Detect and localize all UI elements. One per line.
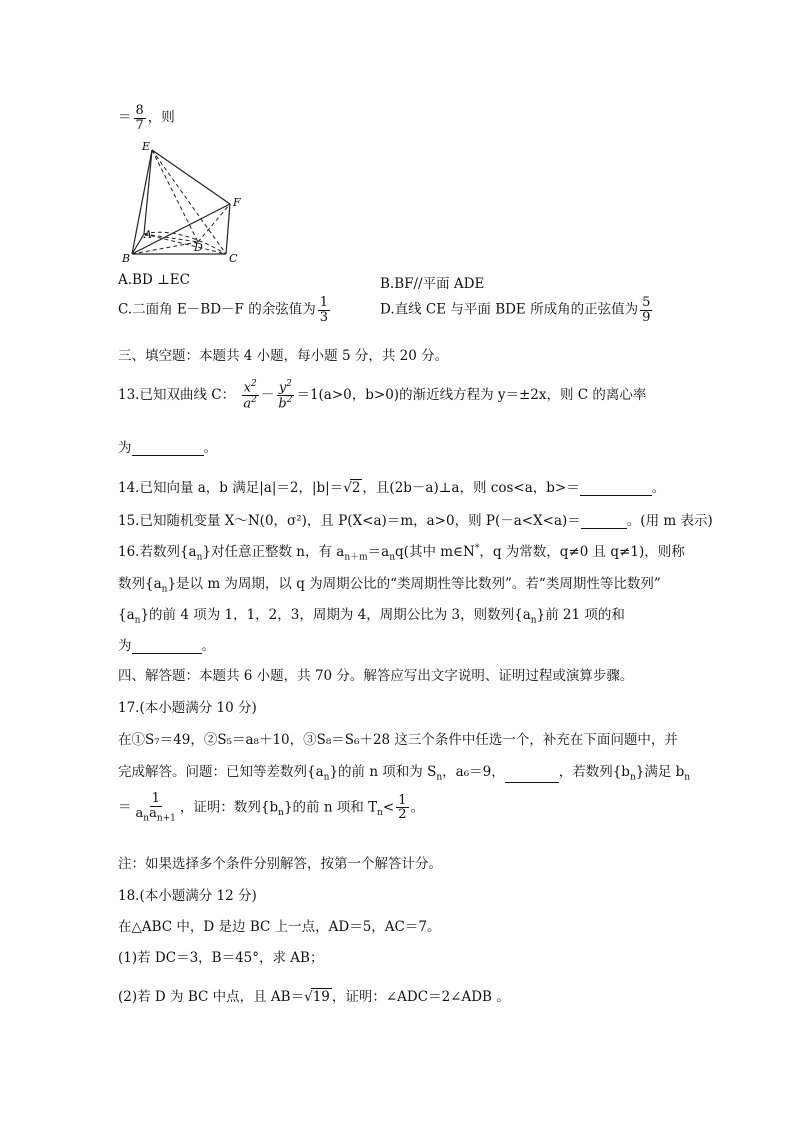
option-C-text: C.二面角 E－BD－F 的余弦值为	[118, 301, 316, 318]
sub-n: n	[161, 584, 168, 595]
question-16-line1	[118, 540, 685, 563]
sub-n: n	[389, 552, 396, 563]
option-D-fraction	[640, 296, 652, 324]
option-C-fraction	[318, 296, 330, 324]
exp: 2	[286, 379, 292, 389]
q16-l1d: q(其中 m∈N	[395, 544, 475, 560]
var-b: b	[278, 396, 287, 412]
option-B: B.BF//平面 ADE	[380, 276, 485, 292]
var-y: y	[278, 380, 287, 396]
answer-blank-13[interactable]	[132, 441, 204, 456]
frac-num: 1	[151, 791, 160, 806]
q13-y-frac	[276, 380, 294, 411]
edge-AD	[144, 234, 198, 242]
edge-BD	[132, 242, 198, 254]
q13-line2: 为	[118, 440, 132, 456]
q17-l3e: 。	[410, 799, 424, 816]
question-18-part2	[118, 985, 510, 1005]
question-18-heading: 18.(本小题满分 12 分)	[118, 888, 257, 904]
sub-n: n	[530, 615, 537, 626]
exp: 2	[286, 394, 293, 405]
option-A: A.BD ⊥EC	[118, 272, 190, 288]
question-18-line1: 在△ABC 中，D 是边 BC 上一点，AD＝5，AC＝7。	[118, 919, 441, 935]
sub-n: n	[629, 772, 636, 783]
q17-l3a: ＝	[118, 799, 132, 816]
exp: 2	[251, 394, 257, 405]
q17-l2a: 完成解答。问题：已知等差数列{a	[118, 764, 324, 780]
edge-ED	[152, 150, 198, 242]
question-17-line1: 在①S₇＝49，②S₅＝a₈＋10，③S₈＝S₆＋28 这三个条件中任选一个，补充在下面问题中，并	[118, 732, 678, 748]
option-C	[118, 296, 332, 324]
frac-den: 7	[135, 117, 144, 133]
label-A: A	[144, 228, 152, 241]
question-17-line3	[118, 792, 424, 824]
question-16-line4	[118, 634, 215, 654]
equals-sign: ＝	[118, 109, 132, 126]
q16-l4end: 。	[201, 638, 215, 654]
edge-EA	[144, 150, 152, 234]
q18-l3a: (2)若 D 为 BC 中点，且 AB＝	[118, 989, 305, 1005]
label-B: B	[122, 252, 131, 265]
sub-n: n	[684, 772, 691, 783]
sqrt-sign: √	[343, 480, 352, 496]
question-17-note: 注：如果选择多个条件分别解答，按第一个解答计分。	[118, 856, 442, 872]
section-4-heading: 四、解答题：本题共 6 小题，共 70 分。解答应写出文字说明、证明过程或演算步骤。	[118, 668, 634, 684]
sub-n: n	[278, 808, 284, 819]
q15-end: 。(用 m 表示)	[626, 513, 713, 529]
sub-n: n	[323, 772, 330, 783]
q14-root: 2	[351, 480, 361, 496]
question-17-line2	[118, 760, 690, 783]
q17-l2e: }满足 b	[635, 764, 685, 780]
sub-n: n	[436, 772, 443, 783]
frac-den: 3	[319, 309, 328, 325]
q17-l3c: }的前 n 项和 T	[283, 799, 378, 816]
question-13: 13.已知双曲线 C： $\frac{x^2}{a^2}$ － $\frac{y^2}{b^2}$ ＝1(a>0，b>0)的渐近线方程为 y＝±2x，则 C 的离心率	[118, 379, 647, 412]
q13-prefix: 13.已知双曲线 C：	[118, 386, 236, 403]
option-D	[380, 296, 654, 324]
q17-l3b: ，证明：数列{b	[179, 799, 279, 816]
bn-fraction	[134, 792, 178, 824]
frac-den: 2	[398, 807, 407, 823]
var-a: a	[135, 805, 144, 821]
q16-l3a: {a	[118, 607, 135, 623]
question-16-line3	[118, 603, 625, 626]
q16-l3c: }前 21 项的和	[536, 607, 625, 623]
frac-num: 8	[135, 103, 144, 118]
q17-l2c: ，a₆＝9，	[442, 764, 505, 780]
geometry-figure	[118, 138, 253, 268]
label-F: F	[233, 196, 241, 209]
q14-end: 。	[651, 480, 666, 496]
sub-n: n	[134, 615, 141, 626]
q17-l2d: ，若数列{b	[558, 764, 630, 780]
fraction-8-7	[134, 104, 146, 132]
question-17-heading: 17.(本小题满分 10 分)	[118, 700, 257, 716]
intro-tail: ，则	[147, 109, 175, 126]
q18-l3b: ，证明：∠ADC＝2∠ADB 。	[331, 989, 510, 1005]
q16-l2b: }是以 m 为周期，以 q 为周期公比的“类周期性等比数列”。若“类周期性等比数列”	[167, 576, 661, 592]
q16-l2a: 数列{a	[118, 576, 162, 592]
q16-l3b: }的前 4 项为 1，1，2，3，周期为 4，周期公比为 3，则数列{a	[140, 607, 531, 623]
q16-l1c: ＝a	[367, 544, 390, 560]
var-x: x	[243, 380, 251, 396]
sub-nm: n＋m	[344, 552, 368, 563]
question-14	[118, 476, 665, 496]
question-16-line2	[118, 572, 661, 595]
label-D: D	[194, 241, 203, 254]
sqrt-sign: √	[304, 989, 313, 1005]
q17-l3d: <	[382, 799, 395, 816]
frac-num: 5	[642, 295, 651, 310]
q14-suffix: ，且(2b－a)⊥a，则 cos<a，b>＝	[362, 480, 580, 496]
sub-n: n	[196, 552, 203, 563]
label-C: C	[229, 252, 238, 265]
sub-n: n	[377, 808, 383, 819]
edge-FC	[226, 204, 230, 254]
frac-num: 1	[319, 295, 328, 310]
exp: 2	[250, 379, 257, 389]
condition-blank[interactable]	[505, 768, 559, 783]
q13-end: 。	[203, 440, 217, 456]
var-a: a	[149, 805, 157, 821]
edge-EF	[152, 150, 230, 204]
q13-mid: ＝1(a>0，b>0)的渐近线方程为 y＝±2x，则 C 的离心率	[296, 386, 647, 403]
question-15	[118, 509, 713, 529]
answer-blank-15[interactable]	[581, 514, 627, 529]
option-D-text: D.直线 CE 与平面 BDE 所成角的正弦值为	[380, 301, 639, 318]
sub-n1: n+1	[156, 813, 176, 824]
var-a: a	[243, 396, 252, 412]
q16-l1b: }对任意正整数 n，有 a	[202, 544, 345, 560]
q17-l2b: }的前 n 项和为 S	[329, 764, 437, 780]
question-13-line2	[118, 436, 217, 456]
q15-prefix: 15.已知随机变量 X～N(0，σ²)，且 P(X<a)＝m，a>0，则 P(－a<X<a)＝	[118, 513, 581, 529]
q18-root: 19	[312, 989, 330, 1005]
section-3-heading: 三、填空题：本题共 4 小题，每小题 5 分，共 20 分。	[118, 348, 449, 364]
frac-den	[134, 807, 178, 824]
q16-l1e: ，q 为常数，q≠0 且 q≠1)，则称	[479, 544, 685, 560]
frac-num: 1	[398, 792, 407, 808]
intro-fragment	[118, 104, 175, 132]
answer-blank-16[interactable]	[132, 639, 202, 654]
frac-den: 9	[642, 309, 651, 325]
q13-x-frac	[241, 380, 259, 411]
sub-n: n	[143, 813, 150, 824]
question-18-part1: (1)若 DC＝3，B＝45°，求 AB；	[118, 950, 324, 966]
label-E: E	[142, 140, 151, 153]
q14-prefix: 14.已知向量 a，b 满足|a|＝2，|b|＝	[118, 480, 344, 496]
answer-blank-14[interactable]	[580, 481, 652, 496]
sup-star: *	[474, 543, 480, 554]
q16-l1a: 16.若数列{a	[118, 544, 197, 560]
q16-l4: 为	[118, 638, 132, 654]
half-fraction	[396, 794, 408, 822]
